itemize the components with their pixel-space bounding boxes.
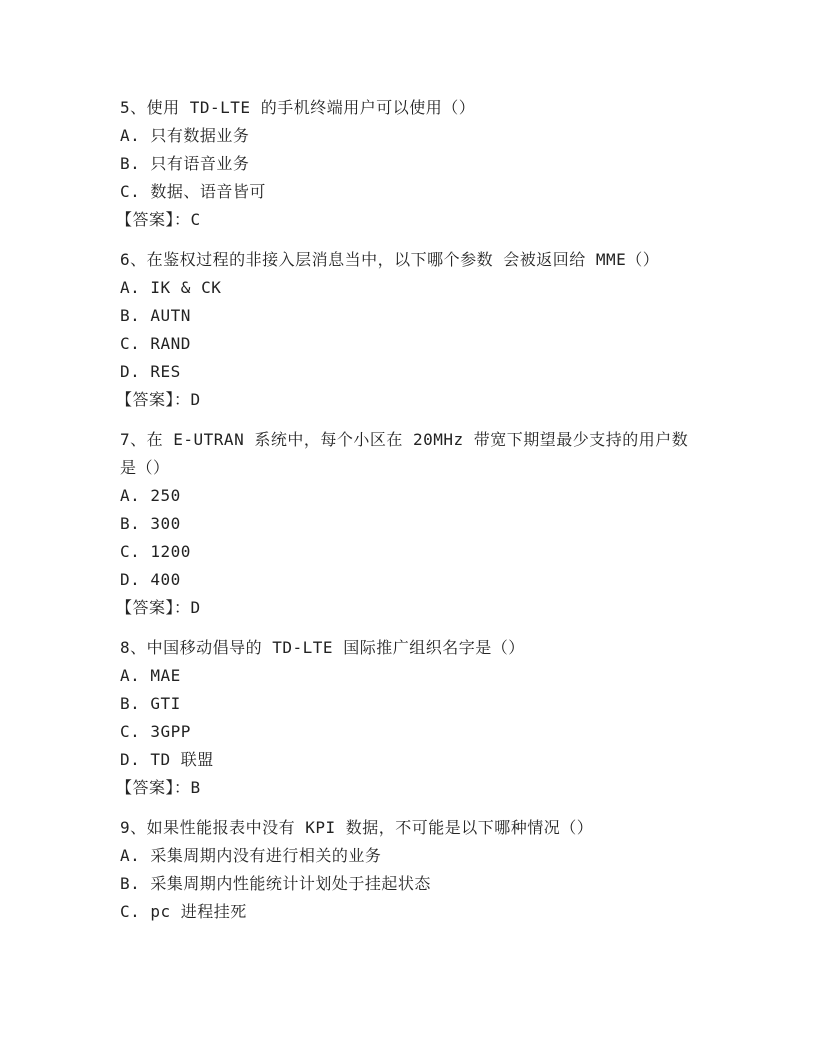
option-a: A. MAE (120, 666, 181, 685)
question-8 (116, 634, 700, 802)
option-a: A. 250 (120, 486, 181, 505)
question-list (116, 94, 700, 926)
option-b: B. 采集周期内性能统计计划处于挂起状态 (120, 874, 431, 893)
question-stem: 7、在 E-UTRAN 系统中，每个小区在 20MHz 带宽下期望最少支持的用户数是（） (120, 430, 689, 477)
question-6 (116, 246, 700, 414)
option-a: A. 只有数据业务 (120, 126, 250, 145)
option-a: A. 采集周期内没有进行相关的业务 (120, 846, 382, 865)
question-5 (116, 94, 700, 234)
option-d: D. RES (120, 362, 181, 381)
option-c: C. 1200 (120, 542, 191, 561)
option-d: D. TD 联盟 (120, 750, 214, 769)
answer: 【答案】：D (116, 390, 201, 409)
answer: 【答案】：D (116, 598, 201, 617)
option-d: D. 400 (120, 570, 181, 589)
option-b: B. 300 (120, 514, 181, 533)
option-b: B. 只有语音业务 (120, 154, 250, 173)
option-c: C. RAND (120, 334, 191, 353)
option-c: C. 数据、语音皆可 (120, 182, 266, 201)
question-stem: 5、使用 TD-LTE 的手机终端用户可以使用（） (120, 98, 476, 117)
question-stem: 6、在鉴权过程的非接入层消息当中，以下哪个参数 会被返回给 MME（） (120, 250, 660, 269)
question-7 (116, 426, 700, 622)
option-a: A. IK & CK (120, 278, 222, 297)
question-9 (120, 814, 700, 926)
option-b: B. GTI (120, 694, 181, 713)
option-c: C. pc 进程挂死 (120, 902, 247, 921)
option-c: C. 3GPP (120, 722, 191, 741)
answer: 【答案】：B (116, 778, 201, 797)
answer: 【答案】：C (116, 210, 201, 229)
question-stem: 9、如果性能报表中没有 KPI 数据，不可能是以下哪种情况（） (120, 818, 594, 837)
option-b: B. AUTN (120, 306, 191, 325)
question-stem: 8、中国移动倡导的 TD-LTE 国际推广组织名字是（） (120, 638, 525, 657)
